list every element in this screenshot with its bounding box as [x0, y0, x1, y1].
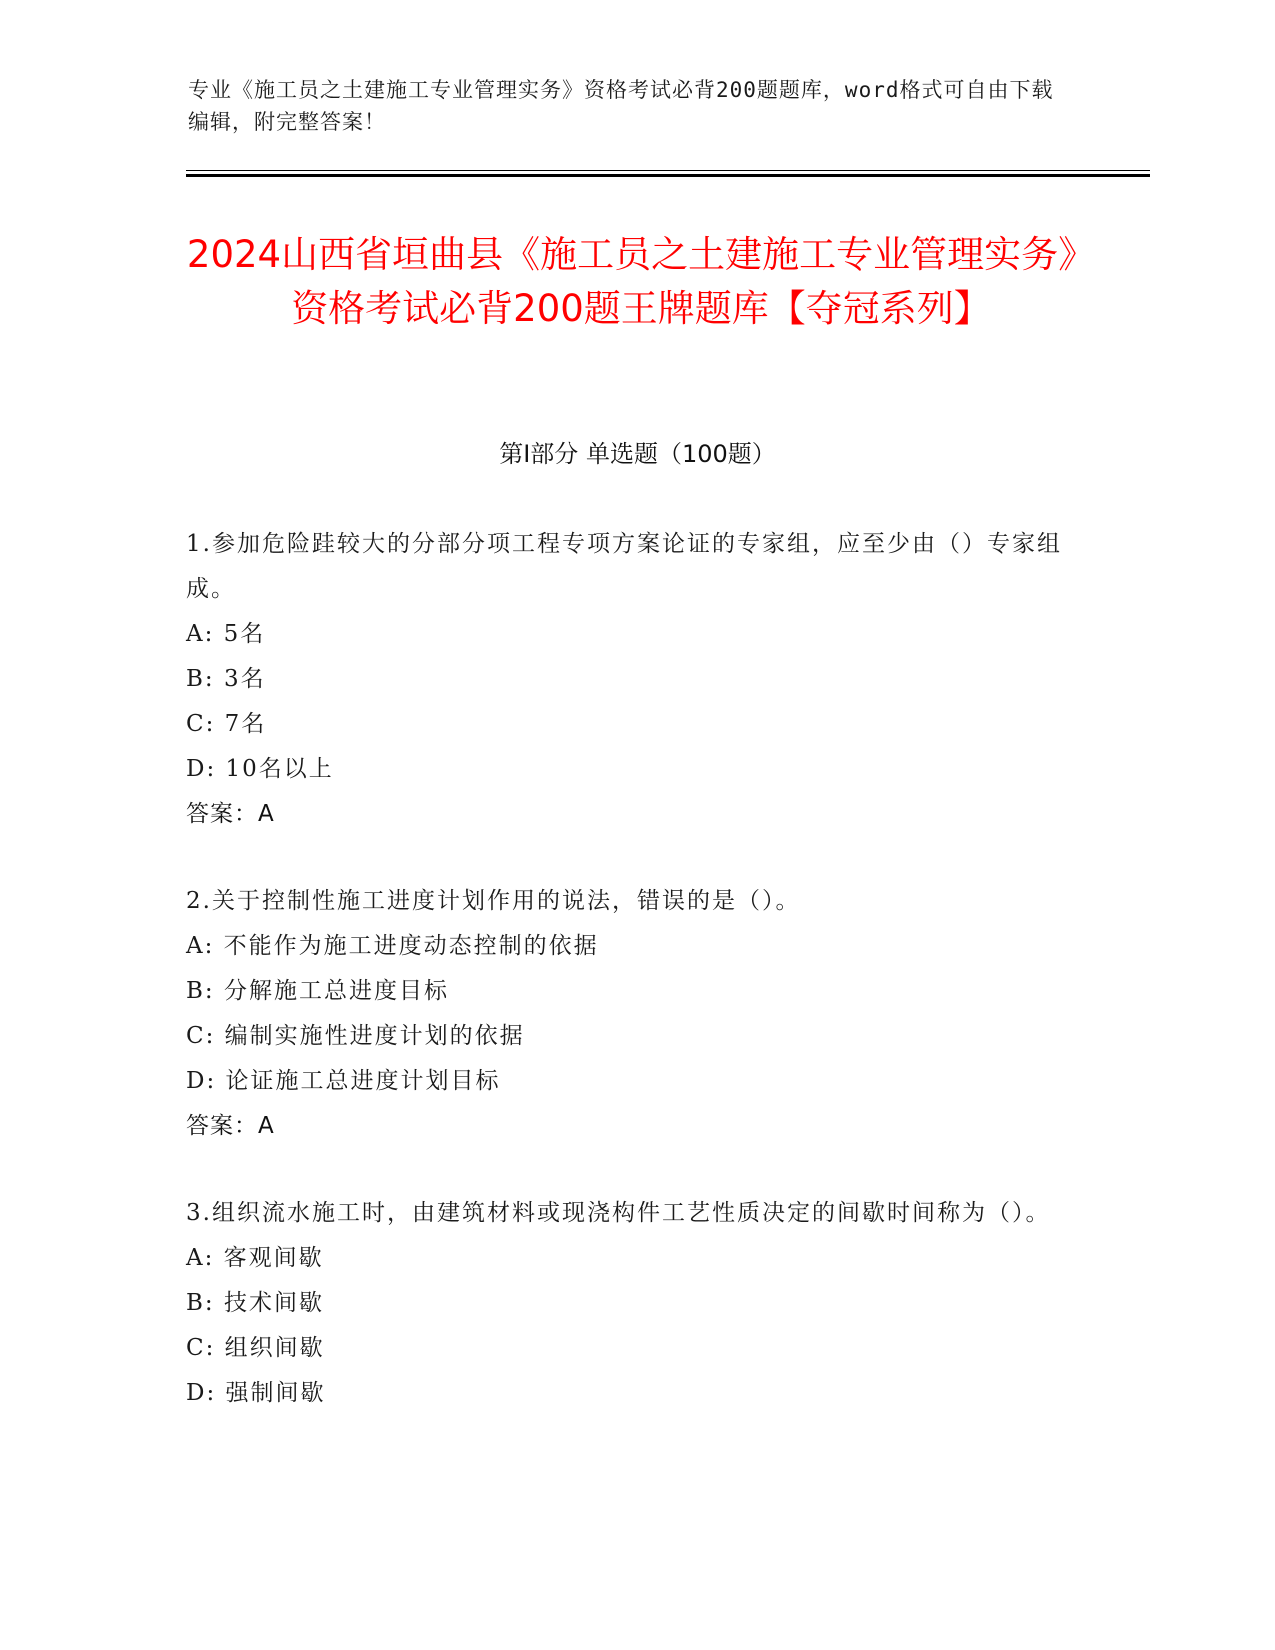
answer-line: 答案：A: [186, 1113, 275, 1139]
option-d: D: 强制间歇: [186, 1380, 326, 1406]
option-a: A: 客观间歇: [186, 1245, 324, 1271]
question-item: [186, 1191, 1066, 1416]
question-stem: 2.关于控制性施工进度计划作用的说法，错误的是（）。: [186, 888, 801, 914]
header-note: 专业《施工员之土建施工专业管理实务》资格考试必背200题题库，word格式可自由下载编辑，附完整答案！: [188, 78, 1054, 134]
option-d: D: 10名以上: [186, 756, 334, 782]
option-a: A: 不能作为施工进度动态控制的依据: [186, 933, 599, 959]
header-divider-thin: [186, 170, 1150, 171]
option-b: B: 技术间歇: [186, 1290, 324, 1316]
option-c: C: 组织间歇: [186, 1335, 325, 1361]
option-c: C: 7名: [186, 711, 267, 737]
question-stem: 3.组织流水施工时，由建筑材料或现浇构件工艺性质决定的间歇时间称为（）。: [186, 1200, 1051, 1226]
option-d: D: 论证施工总进度计划目标: [186, 1068, 501, 1094]
header-divider-thick: [186, 174, 1150, 177]
option-a: A: 5名: [186, 621, 266, 647]
document-title: 2024山西省垣曲县《施工员之土建施工专业管理实务》资格考试必背200题王牌题库【夺冠系列】: [186, 233, 1096, 330]
option-c: C: 编制实施性进度计划的依据: [186, 1023, 525, 1049]
option-b: B: 分解施工总进度目标: [186, 978, 449, 1004]
option-b: B: 3名: [186, 666, 266, 692]
question-item: [186, 879, 1066, 1149]
question-item: [186, 522, 1066, 837]
answer-line: 答案：A: [186, 801, 275, 827]
question-stem: 1.参加危险跬较大的分部分项工程专项方案论证的专家组，应至少由（）专家组成。: [186, 531, 1062, 602]
section-title: 第I部分 单选题（100题）: [499, 440, 776, 468]
question-list: [186, 522, 1066, 1458]
